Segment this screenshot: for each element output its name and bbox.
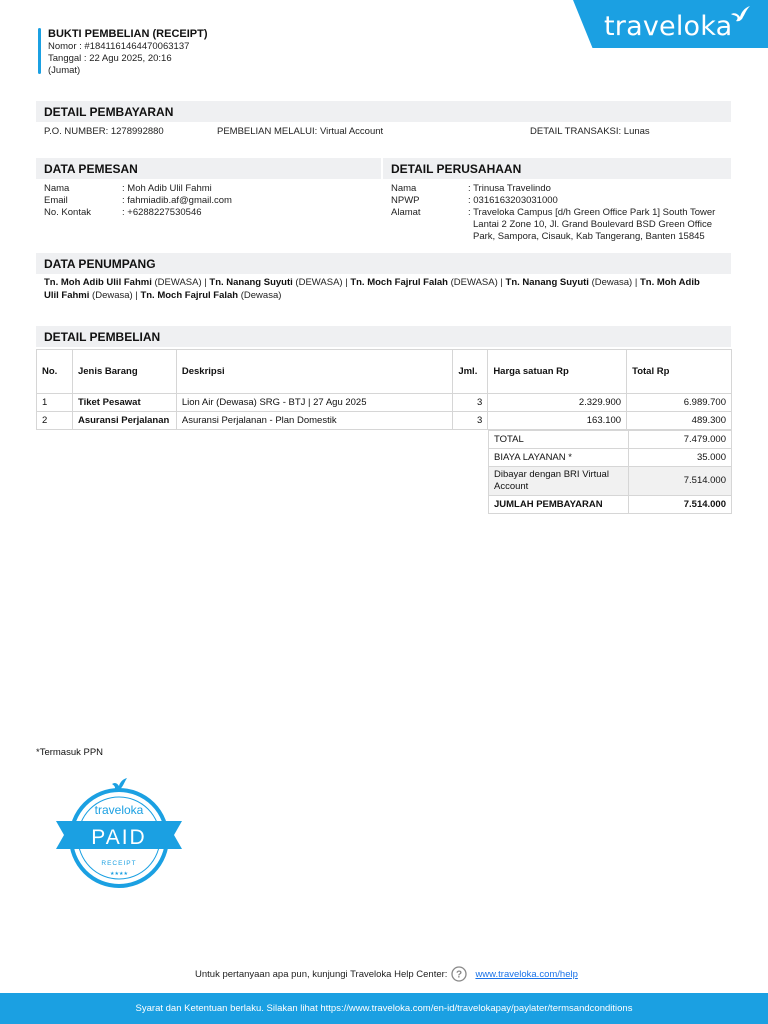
col-no: No. (37, 350, 73, 394)
grand-total-label: JUMLAH PEMBAYARAN (489, 496, 629, 514)
total-row (489, 431, 732, 449)
col-qty: Jml. (453, 350, 488, 394)
paid-with-row (489, 467, 732, 496)
payment-method: PEMBELIAN MELALUI: Virtual Account (217, 126, 384, 137)
row-description: Lion Air (Dewasa) SRG - BTJ | 27 Agu 2025 (176, 394, 452, 412)
payment-section-header: DETAIL PEMBAYARAN (36, 101, 731, 122)
traveloka-logo: traveloka (604, 11, 733, 42)
table-header-row (37, 350, 732, 394)
grand-total-value: 7.514.000 (629, 496, 732, 514)
buyer-email-value: : fahmiadib.af@gmail.com (122, 195, 232, 206)
passenger-name: Tn. Moh Adib Ulil Fahmi (44, 277, 700, 301)
table-row (37, 412, 732, 430)
help-question-icon (451, 966, 467, 982)
grand-total-row (489, 496, 732, 514)
passenger-name: Tn. Moch Fajrul Falah (140, 289, 239, 301)
totals-table (488, 430, 732, 514)
row-qty: 3 (453, 394, 488, 412)
row-qty: 3 (453, 412, 488, 430)
passenger-name: Tn. Moch Fajrul Falah (350, 277, 448, 288)
passenger-type: (Dewasa) (240, 289, 282, 301)
col-description: Deskripsi (176, 350, 452, 394)
help-center-line (195, 966, 578, 982)
po-number: P.O. NUMBER: 1278992880 (44, 126, 164, 137)
purchase-section-header: DETAIL PEMBELIAN (36, 326, 731, 347)
company-section-header: DETAIL PERUSAHAAN (383, 158, 731, 179)
stamp-brand: traveloka (94, 803, 144, 817)
receipt-header (48, 28, 208, 77)
passenger-type: (Dewasa) (92, 289, 133, 301)
passenger-name: Tn. Nanang Suyuti (505, 277, 589, 288)
passenger-name: Tn. Moh Adib Ulil Fahmi (44, 277, 152, 288)
row-item: Tiket Pesawat (72, 394, 176, 412)
passenger-list: Tn. Moh Adib Ulil Fahmi (DEWASA) | Tn. Nanang Suyuti (DEWASA) | Tn. Moch Fajrul Falah (DEWASA) | Tn. Nanang Suyuti (Dewasa) | Tn. Moh Adib Ulil Fahmi (Dewasa) | Tn. Moch Fajrul Falah (Dewasa) (44, 277, 700, 301)
row-no: 2 (37, 412, 73, 430)
company-npwp-label: NPWP (391, 195, 420, 206)
order-number: Nomor : #1841161464470063137 (48, 41, 190, 52)
company-address-line1: : Traveloka Campus [d/h Green Office Park 1] South Tower (468, 207, 716, 218)
paid-stamp (56, 776, 182, 892)
passenger-type: (DEWASA) (450, 277, 498, 288)
buyer-name-label: Nama (44, 183, 70, 194)
company-address-line3: Park, Sampora, Cisauk, Kab Tangerang, Banten 15845 (473, 231, 705, 242)
purchase-table (36, 349, 732, 430)
company-name-label: Nama (391, 183, 417, 194)
header-accent-bar (38, 28, 41, 74)
terms-footer (0, 993, 768, 1024)
paid-with-label-line1: Dibayar dengan BRI Virtual (494, 469, 609, 480)
bird-logo-icon (729, 5, 751, 23)
total-label: TOTAL (489, 431, 629, 449)
passenger-section-header: DATA PENUMPANG (36, 253, 731, 274)
col-unit-price: Harga satuan Rp (488, 350, 627, 394)
buyer-details (44, 183, 374, 223)
table-row (37, 394, 732, 412)
stamp-stars: ★★★★ (110, 871, 128, 877)
company-address-label: Alamat (391, 207, 421, 218)
buyer-contact-label: No. Kontak (44, 207, 91, 218)
company-npwp-value: : 0316163203031000 (468, 195, 558, 206)
company-details (391, 183, 731, 243)
service-fee-row (489, 449, 732, 467)
company-name-value: : Trinusa Travelindo (468, 183, 551, 194)
row-item: Asuransi Perjalanan (72, 412, 176, 430)
row-unit-price: 2.329.900 (488, 394, 627, 412)
paid-with-label-line2: Account (494, 481, 529, 492)
passenger-type: (DEWASA) (154, 277, 202, 288)
row-total: 6.989.700 (627, 394, 732, 412)
tax-note: *Termasuk PPN (36, 747, 104, 758)
help-center-link[interactable]: www.traveloka.com/help (475, 968, 578, 980)
passenger-name: Tn. Nanang Suyuti (209, 277, 293, 288)
terms-footer-text: Syarat dan Ketentuan berlaku. Silakan lihat https://www.traveloka.com/en-id/travelokapay/paylater/termsandconditions (135, 1003, 633, 1014)
buyer-contact-value: : +6288227530546 (122, 207, 202, 218)
order-day: (Jumat) (48, 65, 81, 76)
transaction-status: DETAIL TRANSAKSI: Lunas (530, 126, 650, 137)
row-no: 1 (37, 394, 73, 412)
stamp-caption: RECEIPT (101, 860, 137, 867)
row-total: 489.300 (627, 412, 732, 430)
row-description: Asuransi Perjalanan - Plan Domestik (176, 412, 452, 430)
paid-with-value: 7.514.000 (629, 467, 732, 496)
order-date: Tanggal : 22 Agu 2025, 20:16 (48, 53, 172, 64)
stamp-status: PAID (91, 826, 147, 849)
passenger-type: (Dewasa) (591, 277, 633, 288)
service-fee-value: 35.000 (629, 449, 732, 467)
col-total: Total Rp (627, 350, 732, 394)
col-item: Jenis Barang (72, 350, 176, 394)
receipt-title: BUKTI PEMBELIAN (RECEIPT) (48, 28, 208, 40)
row-unit-price: 163.100 (488, 412, 627, 430)
svg-text:?: ? (456, 969, 463, 981)
buyer-name-value: : Moh Adib Ulil Fahmi (122, 183, 212, 194)
passenger-type: (DEWASA) (295, 277, 343, 288)
help-text: Untuk pertanyaan apa pun, kunjungi Traveloka Help Center: (195, 968, 448, 980)
buyer-section-header: DATA PEMESAN (36, 158, 381, 179)
company-address-line2: Lantai 2 Zone 10, Jl. Grand Boulevard BSD Green Office (473, 219, 713, 230)
buyer-email-label: Email (44, 195, 68, 206)
paid-with-label (489, 467, 629, 496)
service-fee-label: BIAYA LAYANAN * (489, 449, 629, 467)
total-value: 7.479.000 (629, 431, 732, 449)
